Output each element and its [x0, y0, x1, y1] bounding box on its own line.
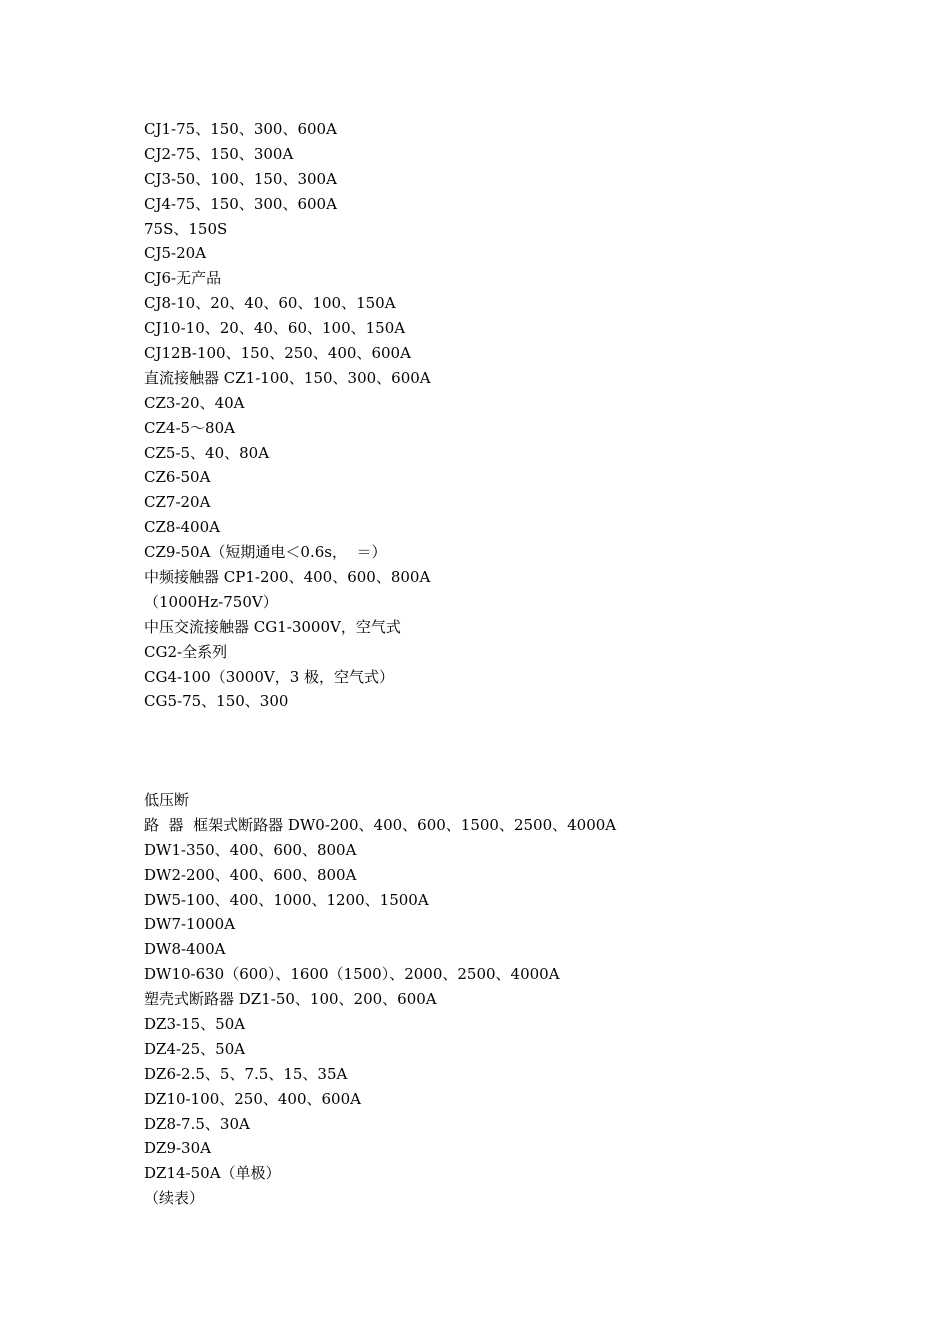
text-line: DZ6-2.5、5、7.5、15、35A [144, 1064, 348, 1083]
text-line: CZ6-50A [144, 468, 211, 487]
text-line: CJ4-75、150、300、600A [144, 194, 337, 213]
text-line: 路 器 框架式断路器 DW0-200、400、600、1500、2500、4000A [144, 815, 617, 834]
text-line: CJ5-20A [144, 244, 207, 263]
text-line: DW10-630（600）、1600（1500）、2000、2500、4000A [144, 965, 560, 984]
text-line: DW8-400A [144, 940, 226, 959]
text-line: CZ7-20A [144, 493, 211, 512]
text-line: CZ9-50A（短期通电＜0.6s， ＝） [144, 543, 387, 562]
text-line: CG4-100（3000V，3 极，空气式） [144, 667, 395, 686]
text-line: DZ8-7.5、30A [144, 1114, 250, 1133]
text-line: 直流接触器 CZ1-100、150、300、600A [144, 368, 431, 387]
text-line: DW7-1000A [144, 915, 236, 934]
text-line: DZ4-25、50A [144, 1039, 246, 1058]
text-line: CZ8-400A [144, 518, 220, 537]
text-line: CJ8-10、20、40、60、100、150A [144, 294, 396, 313]
text-line: CJ2-75、150、300A [144, 144, 294, 163]
text-line: 中压交流接触器 CG1-3000V，空气式 [144, 617, 401, 636]
text-line: DZ3-15、50A [144, 1015, 246, 1034]
text-line: 中频接触器 CP1-200、400、600、800A [144, 568, 431, 587]
text-line: CZ5-5、40、80A [144, 443, 270, 462]
text-line: DZ10-100、250、400、600A [144, 1089, 361, 1108]
text-line: CJ10-10、20、40、60、100、150A [144, 319, 406, 338]
text-line: CG5-75、150、300 [144, 692, 289, 711]
text-line: CZ3-20、40A [144, 393, 245, 412]
text-line: DW5-100、400、1000、1200、1500A [144, 890, 429, 909]
text-line: CJ6-无产品 [144, 269, 222, 288]
text-line: DZ14-50A（单极） [144, 1164, 281, 1183]
text-line: CJ12B-100、150、250、400、600A [144, 344, 411, 363]
text-line: （续表） [144, 1189, 205, 1208]
text-line: CG2-全系列 [144, 642, 228, 661]
text-line: CJ1-75、150、300、600A [144, 120, 337, 138]
text-line: 低压断 [144, 791, 190, 809]
text-line: CJ3-50、100、150、300A [144, 169, 337, 188]
text-line: CZ4-5～80A [144, 418, 235, 437]
text-line: 75S、150S [144, 219, 228, 238]
text-line: DW1-350、400、600、800A [144, 840, 357, 859]
circuit-breaker-list [144, 788, 904, 1211]
contactor-list [144, 117, 904, 714]
text-line: DW2-200、400、600、800A [144, 865, 357, 884]
text-line: DZ9-30A [144, 1139, 211, 1158]
text-line: （1000Hz-750V） [144, 592, 278, 611]
text-line: 塑壳式断路器 DZ1-50、100、200、600A [144, 990, 437, 1009]
